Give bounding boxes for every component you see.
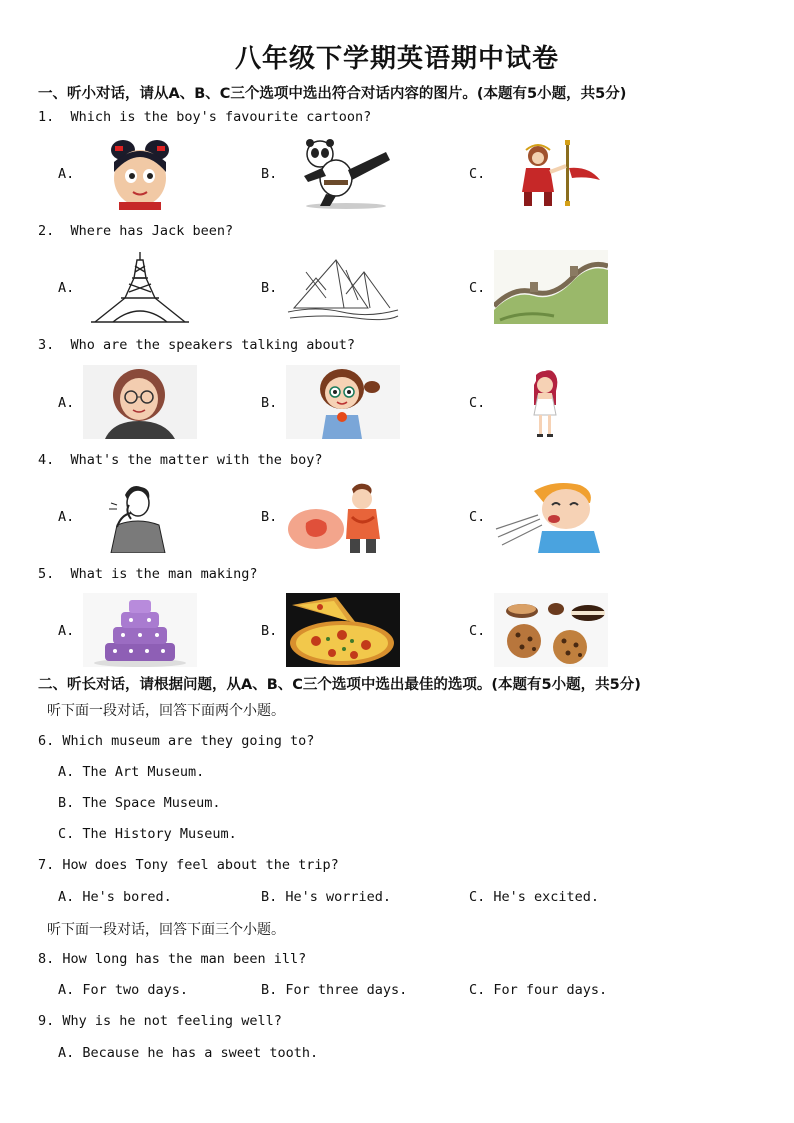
q3-option-c: C. xyxy=(469,395,486,411)
q4-option-b: B. xyxy=(261,509,278,525)
sore-throat-image xyxy=(83,479,197,553)
q4-option-a: A. xyxy=(58,509,75,525)
q5-option-b: B. xyxy=(261,623,278,639)
section2-intro2: 听下面一段对话，回答下面三个小题。 xyxy=(47,922,285,938)
q2-option-a: A. xyxy=(58,280,75,296)
q3-option-a: A. xyxy=(58,395,75,411)
cartoon-girl-image xyxy=(83,136,197,210)
section1-heading: 一、听小对话，请从A、B、C三个选项中选出符合对话内容的图片。(本题有5小题，共5分) xyxy=(38,86,627,102)
girl-red-hair-image xyxy=(494,365,608,439)
pyramids-image xyxy=(286,250,400,324)
q6-option-a: A. The Art Museum. xyxy=(58,764,205,780)
q7-option-b: B. He's worried. xyxy=(261,889,392,905)
q8-option-b: B. For three days. xyxy=(261,982,408,998)
eiffel-tower-image xyxy=(83,250,197,324)
q4-text: 4. What's the matter with the boy? xyxy=(38,452,323,468)
q9-option-a: A. Because he has a sweet tooth. xyxy=(58,1045,319,1061)
q1-option-b: B. xyxy=(261,166,278,182)
q1-option-c: C. xyxy=(469,166,486,182)
q5-option-a: A. xyxy=(58,623,75,639)
q5-text: 5. What is the man making? xyxy=(38,566,258,582)
section2-intro1: 听下面一段对话，回答下面两个小题。 xyxy=(47,703,285,719)
page-title: 八年级下学期英语期中试卷 xyxy=(234,44,559,74)
pizza-image xyxy=(286,593,400,667)
q2-option-c: C. xyxy=(469,280,486,296)
q8-option-a: A. For two days. xyxy=(58,982,189,998)
q1-option-a: A. xyxy=(58,166,75,182)
kung-fu-panda-image xyxy=(286,136,400,210)
sneezing-image xyxy=(494,479,608,553)
q5-option-c: C. xyxy=(469,623,486,639)
q1-text: 1. Which is the boy's favourite cartoon? xyxy=(38,109,372,125)
great-wall-image xyxy=(494,250,608,324)
q2-text: 2. Where has Jack been? xyxy=(38,223,234,239)
section2-heading: 二、听长对话，请根据问题，从A、B、C三个选项中选出最佳的选项。(本题有5小题，共5分) xyxy=(38,677,641,693)
q6-text: 6. Which museum are they going to? xyxy=(38,733,315,749)
q8-option-c: C. For four days. xyxy=(469,982,608,998)
q7-text: 7. How does Tony feel about the trip? xyxy=(38,857,339,873)
cake-image xyxy=(83,593,197,667)
q4-option-c: C. xyxy=(469,509,486,525)
q2-option-b: B. xyxy=(261,280,278,296)
q6-option-b: B. The Space Museum. xyxy=(58,795,221,811)
q7-option-a: A. He's bored. xyxy=(58,889,172,905)
woman-glasses-image xyxy=(83,365,197,439)
q8-text: 8. How long has the man been ill? xyxy=(38,951,307,967)
monkey-king-image xyxy=(494,136,608,210)
stomachache-image xyxy=(286,479,400,553)
q6-option-c: C. The History Museum. xyxy=(58,826,237,842)
cookies-image xyxy=(494,593,608,667)
q3-option-b: B. xyxy=(261,395,278,411)
girl-glasses-flower-image xyxy=(286,365,400,439)
q7-option-c: C. He's excited. xyxy=(469,889,600,905)
q9-text: 9. Why is he not feeling well? xyxy=(38,1013,282,1029)
q3-text: 3. Who are the speakers talking about? xyxy=(38,337,356,353)
